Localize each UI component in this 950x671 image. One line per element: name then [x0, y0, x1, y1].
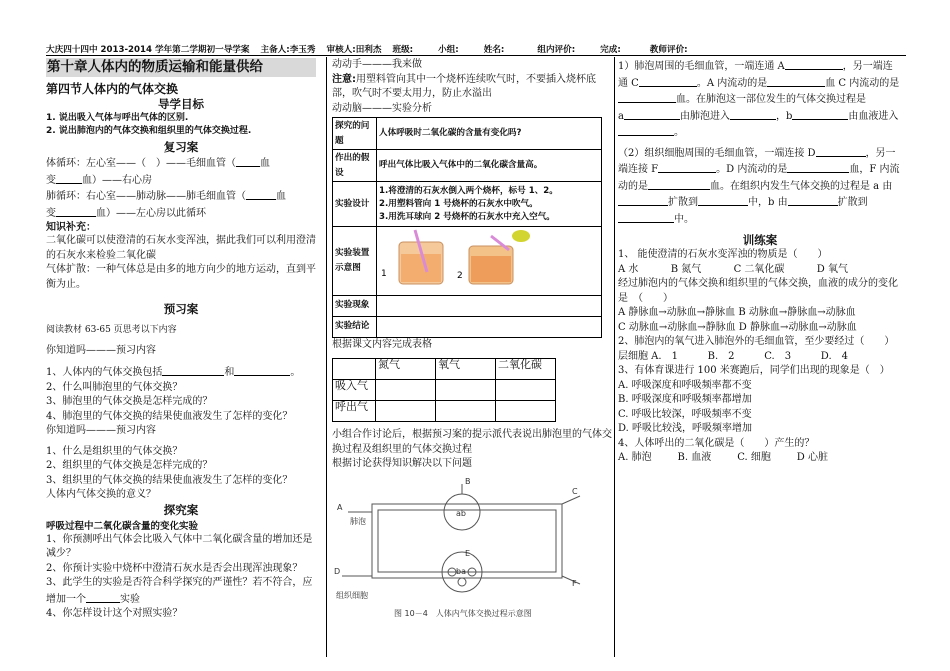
- supplement-1: 二氧化碳可以使澄清的石灰水变浑浊，据此我们可以利用澄清的石灰水来检验二氧化碳: [46, 235, 316, 261]
- chapter-title: 第十章人体内的物质运输和能量供给: [46, 58, 316, 77]
- beaker-1-label: 1: [381, 269, 387, 279]
- training-q3: 2、肺泡内的氧气进入肺泡外的毛细血管，至少要经过（ ）: [618, 336, 895, 347]
- gas-composition-table: [332, 358, 556, 422]
- question-6: 2、组织里的气体交换是怎样完成的？: [46, 460, 213, 471]
- table-row: 呼出气: [333, 401, 556, 422]
- label-ba: ba: [456, 566, 466, 576]
- pulmonary-circulation-2: 变 血）——左心房以此循环: [46, 205, 316, 222]
- column-middle: [332, 58, 614, 626]
- analysis-line: 动动脑———实验分析: [332, 102, 432, 114]
- table-row: 作出的假设 呼出气体比吸入气体中的二氧化碳含量高。: [333, 150, 602, 182]
- column-left: [46, 58, 316, 622]
- question-8: 人体内气体交换的意义？: [46, 489, 156, 500]
- label-f: F: [572, 578, 577, 588]
- explore-subtitle: 呼吸过程中二氧化碳含量的变化实验: [46, 520, 199, 532]
- table-row: 探究的问题 人体呼吸时二氧化碳的含量有变化吗?: [333, 118, 602, 150]
- preview-title: 预习案: [163, 302, 199, 316]
- body-circulation: 体循环：左心室——（ ）——毛细血管（ 血: [46, 155, 316, 172]
- training-q4: 3、有体育课进行 100 米赛跑后，同学们出现的现象是（ ）: [618, 365, 890, 376]
- supplement-2: 气体扩散：一种气体总是由多的地方向少的地方运动，直到平衡为止。: [46, 264, 316, 290]
- training-q1: 1、 能使澄清的石灰水变浑浊的物质是（ ）: [618, 249, 828, 260]
- group-eval-label: 组内评价:: [537, 45, 576, 55]
- question-4: 4、肺泡里的气体交换的结果使血液发生了怎样的变化？: [46, 410, 293, 422]
- column-divider-1: [326, 57, 327, 657]
- training-q5-options: A. 肺泡 B. 血液 C. 细胞 D 心脏: [618, 452, 828, 463]
- training-q1-options: A 水 B 氮气 C 二氧化碳 D 氧气: [618, 263, 848, 275]
- label-d: D: [334, 566, 341, 576]
- class-label: 班级:: [392, 45, 414, 55]
- explore-title: 探究案: [163, 502, 199, 517]
- know-2: 你知道吗———预习内容: [46, 425, 156, 436]
- training-q2: 经过肺泡内的气体交换和组织里的气体交换，血液的成分的变化是 （ ）: [618, 278, 898, 304]
- name-label: 姓名:: [483, 45, 505, 55]
- question-5: 1、什么是组织里的气体交换？: [46, 445, 183, 457]
- answer-1: 1）肺泡周围的毛细血管，一端连通 A ，另一端连通 C 。A 内流动的是 血 C 内流动的是血。在肺泡这一部位发生的气体交换过程是 a 由肺泡进入 ，b 由血液进入。: [618, 58, 902, 141]
- table-row: 实验结论: [333, 316, 602, 337]
- diagram-caption: 图 10－4 人体内气体交换过程示意图: [394, 608, 532, 618]
- training-q4-option-c: C. 呼吸比较深，呼吸频率不变: [618, 408, 752, 420]
- beaker-apparatus-image: [379, 228, 599, 288]
- answer-2: （2）组织细胞周围的毛细血管，一端连接 D ，另一端连接 F 。D 内流动的是 血，F 内流动的是 血。在组织内发生气体交换的过程是 a 由扩散到 中，b 由 扩散到中。: [618, 145, 902, 228]
- alveolus-label: 肺泡: [350, 516, 366, 526]
- section-title: 第四节人体内的气体交换: [46, 82, 179, 96]
- question-2: 2、什么叫肺泡里的气体交换？: [46, 381, 183, 393]
- label-b: B: [465, 476, 471, 486]
- pulmonary-circulation: 肺循环：右心室——肺动脉——肺毛细血管（ 血: [46, 188, 316, 205]
- training-q2-cd: C 动脉血→动脉血→静脉血 D 静脉血→动脉血→动脉血: [618, 321, 857, 333]
- explore-q1: 1、你预测呼出气体会比吸入气体中二氧化碳含量的增加还是减少？: [46, 533, 313, 559]
- know-1: 你知道吗———预习内容: [46, 344, 156, 356]
- training-q4-option-b: B. 呼吸深度和呼吸频率都增加: [618, 394, 752, 405]
- hands-on-line: 动动手———我来做: [332, 59, 422, 70]
- training-q2-ab: A 静脉血→动脉血→静脉血 B 动脉血→静脉血→动脉血: [618, 307, 856, 318]
- apparatus-figure: [377, 227, 602, 296]
- teacher-eval-label: 教师评价:: [649, 45, 688, 55]
- column-divider-2: [614, 57, 615, 657]
- table-row: 吸入气: [333, 380, 556, 401]
- beaker-2-label: 2: [457, 271, 463, 281]
- training-q3-options: 层细胞 A. 1 B. 2 C. 3 D. 4: [618, 350, 848, 362]
- training-title: 训练案: [742, 233, 778, 247]
- training-q4-option-a: A. 呼吸深度和呼吸频率都不变: [618, 379, 752, 391]
- gas-exchange-diagram: [332, 476, 582, 621]
- label-e: E: [465, 548, 471, 558]
- group-label: 小组:: [438, 45, 459, 55]
- explore-q4: 4、你怎样设计这个对照实验？: [46, 608, 183, 619]
- goal-2: 2. 说出肺泡内的气体交换和组织里的气体交换过程.: [46, 126, 252, 136]
- question-7: 3、组织里的气体交换的结果使血液发生了怎样的变化？: [46, 474, 293, 486]
- group-discussion: 小组合作讨论后，根据预习案的提示派代表说出肺泡里的气体交换过程及组织里的气体交换过程: [332, 429, 612, 455]
- table-row: 氮气 氧气 二氧化碳: [333, 359, 556, 380]
- explore-q3: 3、此学生的实验是否符合科学探究的严谨性？若不符合，应增加一个 实验: [46, 577, 313, 605]
- completion-label: 完成:: [600, 45, 621, 55]
- supplement-title: 知识补充：: [46, 222, 96, 233]
- table-row: 实验现象: [333, 295, 602, 316]
- experiment-table: [332, 117, 602, 338]
- label-a: A: [337, 502, 343, 512]
- explore-q2: 2、你预计实验中烧杯中澄清石灰水是否会出现浑浊现象？: [46, 562, 303, 574]
- table-row: 实验装置示意图 1 2: [333, 227, 602, 296]
- body-circulation-2: 变 血）——右心房: [46, 172, 316, 189]
- goal-1: 1. 说出吸入气体与呼出气体的区别.: [46, 113, 189, 123]
- school-term: 大庆四十四中 2013-2014 学年第二学期初一导学案: [46, 45, 250, 55]
- question-1: 1、人体内的气体交换包括 和 。: [46, 364, 316, 381]
- training-q4-option-d: D. 呼吸比较浅，呼吸频率增加: [618, 423, 753, 434]
- table-row: 实验设计 1.将澄清的石灰水倒入两个烧杯，标号 1、2。 2.用塑料管向 1 号烧杯的石灰水中吹气。 3.用洗耳球向 2 号烧杯的石灰水中充入空气。: [333, 182, 602, 227]
- training-q5: 4、人体呼出的二氧化碳是（ ）产生的？: [618, 437, 815, 449]
- reading-instruction: 阅读教材 63-65 页思考以下内容: [46, 325, 177, 335]
- preparer: 主备人:李玉秀: [260, 45, 316, 55]
- page-header: [46, 43, 906, 55]
- question-3: 3、肺泡里的气体交换是怎样完成的？: [46, 396, 213, 407]
- label-ab: ab: [456, 508, 466, 518]
- goals-title: 导学目标: [158, 97, 204, 111]
- tissue-cell-label: 组织细胞: [336, 590, 368, 600]
- caution-note: 注意:用塑料管向其中一个烧杯连续吹气时，不要插入烧杯底部，吹气时不要太用力，防止水溢出: [332, 73, 596, 99]
- fill-table-instruction: 根据课文内容完成表格: [332, 338, 432, 350]
- label-c: C: [572, 486, 578, 496]
- column-right: [618, 58, 902, 466]
- header-divider: [46, 55, 906, 56]
- reviewer: 审核人:田利杰: [326, 45, 382, 55]
- review-title: 复习案: [163, 140, 199, 154]
- solve-line: 根据讨论获得知识解决以下问题: [332, 458, 472, 469]
